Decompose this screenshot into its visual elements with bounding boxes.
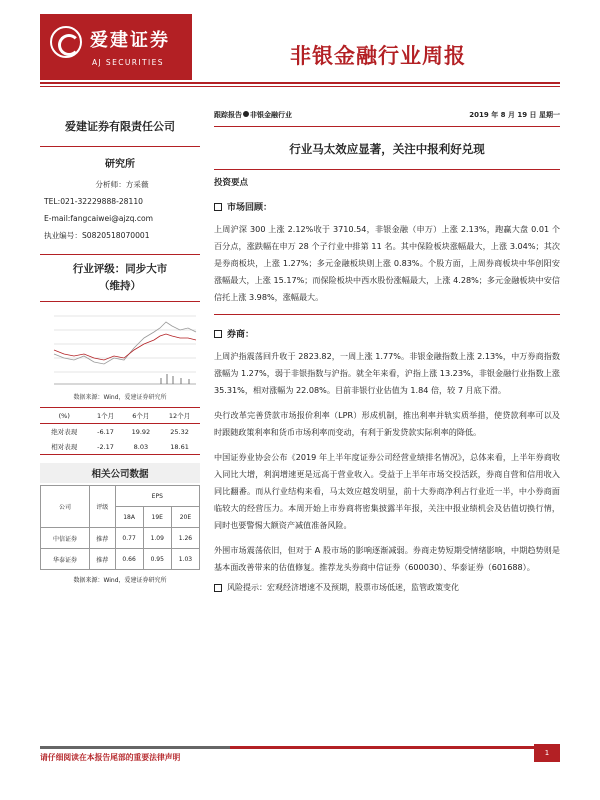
related-source: 数据来源：Wind，爱建证券研究所 [73,577,167,584]
page-header [0,0,600,92]
industry-rating [40,254,200,302]
table-header-cell: 20E [171,507,199,528]
table-cell: 1.26 [171,528,199,549]
table-cell: 0.95 [143,549,171,570]
table-cell: 18.61 [159,439,200,455]
performance-table [40,407,200,455]
report-sector: 非银金融行业 [250,111,292,119]
performance-chart [40,308,200,388]
paragraph-brokers-1: 上周沪指震荡回升收于 2823.82，一周上涨 1.77%。非银金融指数上涨 2.13%，中万券商指数涨幅为 1.27%，弱于非银指数与沪指。就全年来看，沪指上涨 13.23%，非银金融行业指数上涨 35.31%，相对涨幅为 22.08%。目前非银行业估值为 1.84 倍，较 7 月底下滑。 [214,351,560,395]
chart-series-index [54,334,196,360]
table-cell: 0.77 [115,528,143,549]
paragraph-brokers-2: 央行改革完善贷款市场报价利率（LPR）形成机制，推出利率并轨实质举措，使贷款利率可以及时跟随政策利率和货币市场利率而变动，有利于新发贷款实际利率的降低。 [214,410,560,437]
bullet-icon [243,111,249,117]
table-cell: 1.03 [171,549,199,570]
table-header-cell: 19E [143,507,171,528]
section-heading-brokers [214,327,560,340]
analyst-email[interactable]: E-mail:fangcaiwei@ajzq.com [44,214,154,223]
paragraph-brokers-4: 外围市场震荡依旧，但对于 A 股市场的影响逐渐减弱。券商走势短期受情绪影响，中期趋势则是基本面改善带来的估值修复。推荐龙头券商中信证券（600030）、华泰证券（601688）。 [214,545,560,572]
table-cell: 华泰证券 [41,549,90,570]
table-cell: 推荐 [90,528,116,549]
report-date: 2019 年 8 月 19 日 星期一 [469,111,560,119]
company-logo [40,14,192,80]
checkbox-square-icon [214,330,222,338]
logo-text-en: AJ SECURITIES [92,58,164,67]
analyst-info [40,176,200,244]
table-cell: 中信证券 [41,528,90,549]
table-header-cell: 6个月 [132,412,150,420]
header-divider-thin [40,86,560,87]
report-title: 行业马太效应显著，关注中报利好兑现 [214,127,560,170]
risk-warning [214,582,560,593]
footer-bar-left [40,746,230,749]
department: 研究所 [105,159,135,170]
rating-line-1: 行业评级：同步大市 [72,263,168,275]
table-cell: 相对表现 [40,439,88,455]
table-cell: 绝对表现 [51,428,78,436]
table-header-cell: EPS [115,486,199,507]
checkbox-square-icon [214,203,222,211]
table-header-cell: 公司 [41,486,90,528]
table-header-cell: (%) [58,411,70,420]
table-cell: 25.32 [170,427,189,436]
table-cell: 推荐 [90,549,116,570]
chart-source: 数据来源：Wind，爱建证券研究所 [73,394,167,401]
table-cell: 1.09 [143,528,171,549]
paragraph-brokers-3: 中国证券业协会公布《2019 年上半年度证券公司经营业绩排名情况》，总体来看，上半年券商收入同比大增，利润增速更是远高于营业收入。受益于上半年市场交投活跃，券商自营和信用收入同比翻番。而从行业结构来看，马太效应越发明显，前十大券商净利占行业近一半，中小券商面临较大的经营压力。本周开始上市券商将密集披露半年报，关注中报业绩机会及估值切换行情，同时也要警惕大额资产减值准备风险。 [214,452,560,530]
table-cell: 0.66 [115,549,143,570]
table-cell: -2.17 [88,439,122,455]
table-header-cell: 评级 [90,486,116,528]
logo-text-cn: 爱建证券 [90,30,170,51]
risk-text: 风险提示：宏观经济增速不及预期，股票市场低迷，监管政策变化 [227,583,459,592]
related-companies-title: 相关公司数据 [40,463,200,483]
rating-line-2: （维持） [99,280,141,292]
sidebar [40,104,200,584]
checkbox-square-icon [214,584,222,592]
analyst-name: 分析师：方采薇 [95,180,149,189]
investment-highlights-heading: 投资要点 [214,178,249,188]
analyst-tel: TEL:021-32229888-28110 [44,197,144,206]
report-type: 跟踪报告 [214,111,242,119]
report-meta [214,104,560,127]
logo-mark-icon [50,26,82,58]
report-series-title: 非银金融行业周报 [290,43,466,68]
report-category [214,110,292,120]
section-heading-market-review [214,200,560,213]
paragraph-market-review: 上周沪深 300 上涨 2.12%收于 3710.54，非银金融（申万）上涨 2.13%，跑赢大盘 0.01 个百分点，涨跌幅在申万 28 个子行业中排第 11 名。其中保险板块涨幅最大，上涨 3.04%；其次是券商板块，上涨 1.27%；多元金融板块则上涨 0.83%。个股方面，上周券商板块中华创阳安涨幅最大，上涨 15.17%；而保险板块中西水股份涨幅最大，上涨 4.28%；多元金融板块中安信信托上涨 3.98%，涨幅最大。 [214,224,560,302]
legal-notice[interactable]: 请仔细阅读在本报告尾部的重要法律声明 [40,753,181,762]
table-header-cell: 12个月 [168,412,191,420]
section-label: 市场回顾： [227,203,273,213]
performance-chart-svg [40,308,200,388]
footer-bar-right [230,746,560,749]
table-row [40,424,200,440]
table-header-cell: 1个月 [96,412,115,420]
table-cell: 8.03 [123,439,160,455]
related-companies-table [40,485,200,570]
main-content [214,104,560,593]
header-divider [40,82,560,84]
section-divider [214,314,560,315]
table-header-row [41,486,200,507]
table-cell: -6.17 [97,427,114,436]
company-name: 爱建证券有限责任公司 [40,104,200,147]
table-row [41,549,200,570]
section-label: 券商： [227,330,255,340]
table-header-row [40,408,200,424]
table-cell: 19.92 [131,427,151,436]
table-header-cell: 18A [115,507,143,528]
analyst-license: 执业编号：S0820518070001 [44,231,150,240]
table-row [41,528,200,549]
page-number: 1 [534,744,560,762]
table-row [40,439,200,455]
